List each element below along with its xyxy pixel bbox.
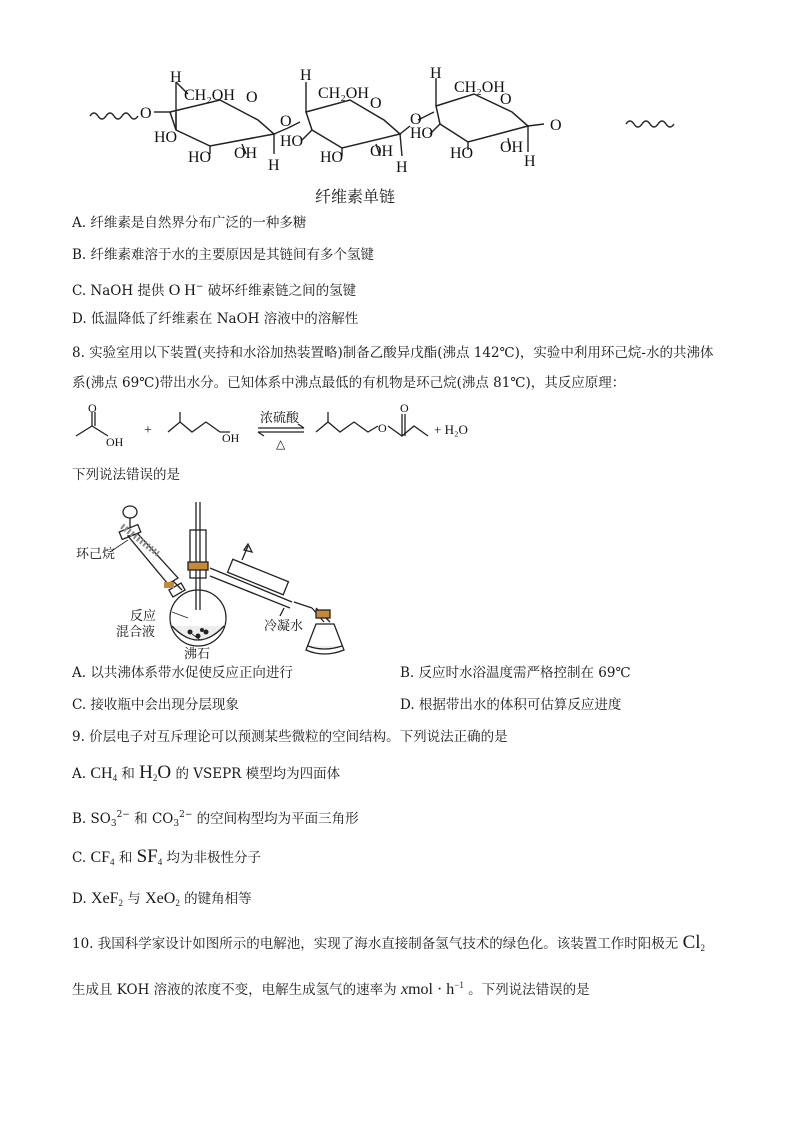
ho-group: HO [450, 145, 474, 162]
oh-group: OH [500, 139, 524, 156]
label-reaction-mixture-2: 混合液 [116, 624, 156, 639]
ho-group: HO [280, 133, 304, 150]
hydroxide-ion: O H− [168, 282, 204, 299]
option-8a: A. 以共沸体系带水促使反应正向进行 [72, 665, 293, 681]
carbonyl-o: O [400, 402, 409, 415]
option-7a: A. 纤维素是自然界分布广泛的一种多糖 [72, 215, 307, 231]
water-product: + H₂O [434, 422, 468, 437]
oh-group: OH [234, 145, 258, 162]
ho-group: HO [410, 125, 434, 142]
question-10-stem-line2: 生成且 KOH 溶液的浓度不变，电解生成氢气的速率为 xmol · $h^{-1}$ 。下列说法错误的是 [72, 980, 590, 998]
formula-ch4: $CH_4$ [90, 765, 118, 783]
glucose-ring-3 [436, 94, 528, 142]
o-atom: O [280, 113, 292, 130]
formula-cl2: $Cl_2$ [682, 932, 706, 953]
distillation-apparatus [72, 490, 372, 660]
formula-cf4: $CF_4$ [90, 849, 115, 867]
option-7d: D. 低温降低了纤维素在 NaOH 溶液中的溶解性 [72, 311, 359, 327]
h-atom: H [300, 67, 312, 84]
option-7c-text2: 破坏纤维素链之间的氢键 [207, 283, 357, 299]
question-10-stem-line1: 10. 我国科学家设计如图所示的电解池，实现了海水直接制备氢气技术的绿色化。该装置工作时阳极无 $Cl_2$ [72, 932, 706, 953]
formula-xeo2: XeO$_2$ [145, 890, 180, 908]
option-9b: B. $SO_3^{2-}$ 和 $CO_3^{2-}$ 的空间构型均为平面三角形 [72, 810, 359, 829]
o-atom: O [500, 91, 512, 108]
ho-group: HO [154, 129, 178, 146]
rate-expression: xmol · $h^{-1}$ [400, 980, 464, 998]
chain-wavy-left [90, 113, 138, 119]
option-7c-text1: C. NaOH 提供 [72, 283, 165, 299]
option-7c [72, 278, 356, 300]
formula-co3: $CO_3^{2-}$ [151, 810, 193, 829]
o-atom: O [370, 95, 382, 112]
o-atom: O [410, 111, 422, 128]
formula-xef2: XeF$_2$ [90, 890, 123, 908]
o-atom: O [140, 105, 152, 122]
label-cooling-water: 冷凝水 [264, 618, 304, 633]
figure-caption: 纤维素单链 [314, 187, 395, 206]
formula-sf4: $SF_4$ [136, 846, 163, 867]
question-8-stem-line1: 8. 实验室用以下装置(夹持和水浴加热装置略)制备乙酸异戊酯(沸点 142℃)，实验中利用环己烷-水的共沸体 [72, 345, 714, 361]
h-atom: H [524, 153, 536, 170]
o-atom: O [246, 89, 258, 106]
option-9a: A. $CH_4$ 和 $H_2O$ 的 VSEPR 模型均为四面体 [72, 762, 341, 783]
chain-wavy-right [626, 121, 674, 127]
question-8-prompt: 下列说法错误的是 [72, 467, 180, 483]
label-cyclohexane: 环己烷 [76, 546, 116, 561]
esterification-reaction [72, 402, 512, 454]
oh-group: OH [370, 143, 394, 160]
plus-sign: + [144, 423, 152, 438]
acid-oh: OH [106, 435, 124, 449]
formula-so3: $SO_3^{2-}$ [90, 810, 130, 829]
option-9d: D. XeF$_2$ 与 XeO$_2$ 的键角相等 [72, 890, 252, 908]
option-8b: B. 反应时水浴温度需严格控制在 69℃ [400, 665, 631, 681]
question-8-stem-line2: 系(沸点 69℃)带出水分。已知体系中沸点最低的有机物是环己烷(沸点 81℃)，其反应原理： [72, 375, 626, 391]
option-7b: B. 纤维素难溶于水的主要原因是其链间有多个氢键 [72, 247, 375, 263]
option-8c: C. 接收瓶中会出现分层现象 [72, 697, 239, 713]
ester-o: O [378, 421, 387, 435]
label-boiling-chips: 沸石 [184, 646, 211, 660]
question-9-stem: 9. 价层电子对互斥理论可以预测某些微粒的空间结构。下列说法正确的是 [72, 729, 508, 745]
catalyst-label: 浓硫酸 [260, 410, 300, 425]
glucose-ring-2 [306, 100, 400, 148]
h-atom: H [268, 157, 280, 174]
label-reaction-mixture: 反应 [130, 608, 157, 623]
carbonyl-o: O [88, 402, 97, 415]
formula-h2o: $H_2O$ [139, 762, 172, 783]
glucose-ring-1 [170, 100, 274, 146]
heat-symbol: △ [276, 437, 286, 451]
ch2oh-group: CH₂OH [454, 79, 505, 96]
ch2oh-group: CH₂OH [318, 85, 369, 102]
h-atom: H [430, 65, 442, 82]
o-atom: O [550, 117, 562, 134]
h-atom: H [170, 69, 182, 86]
option-9c: C. $CF_4$ 和 $SF_4$ 均为非极性分子 [72, 846, 262, 867]
h-atom: H [396, 159, 408, 176]
option-8d: D. 根据带出水的体积可估算反应进度 [400, 697, 622, 713]
ch2oh-group: CH₂OH [184, 87, 235, 104]
alcohol-oh: OH [222, 431, 240, 445]
ho-group: HO [320, 149, 344, 166]
ho-group: HO [188, 149, 212, 166]
